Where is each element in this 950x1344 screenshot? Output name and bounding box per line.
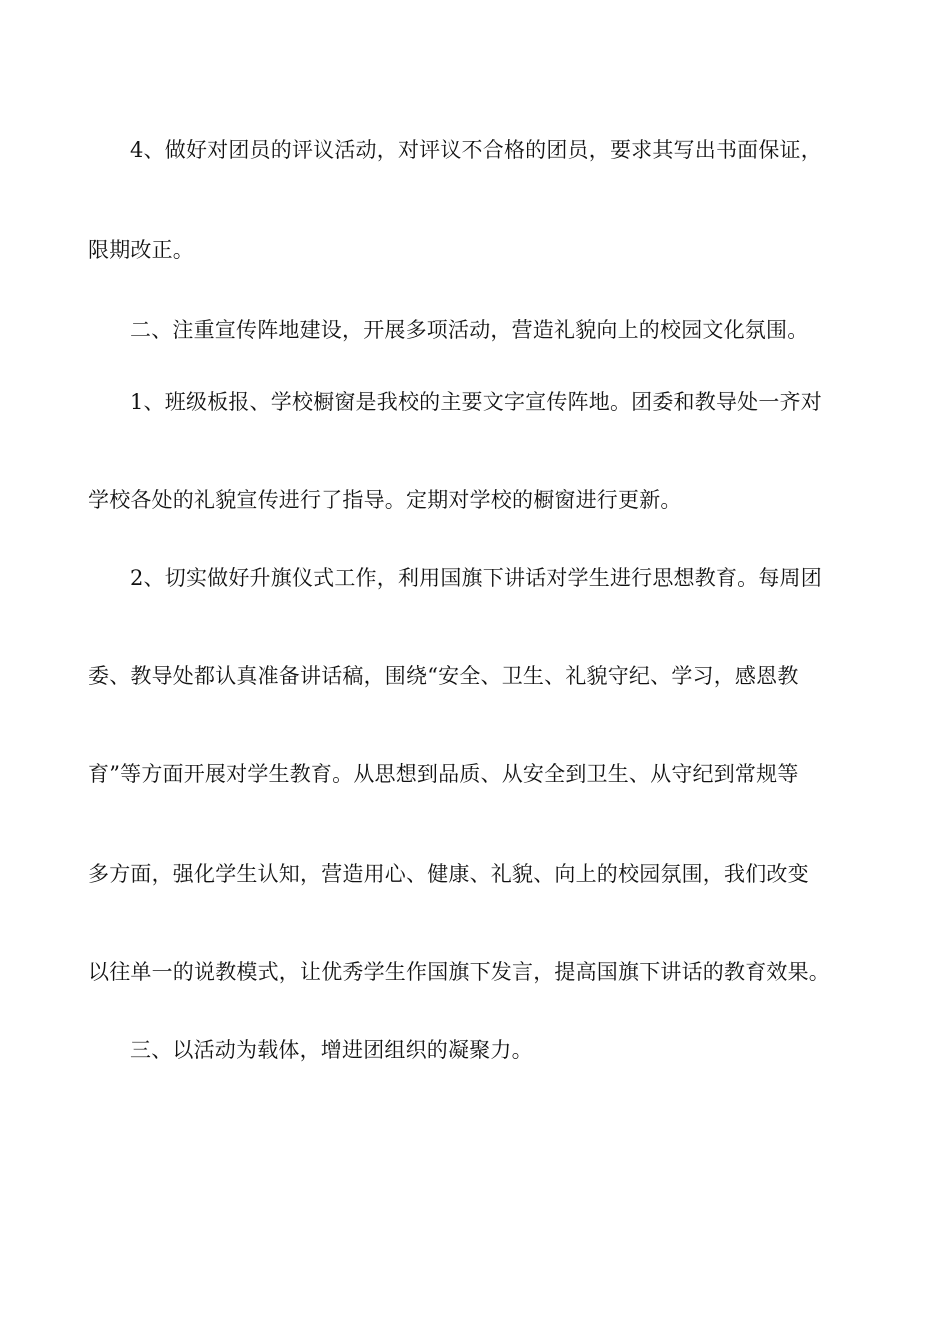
item-2-line-1: 2、切实做好升旗仪式工作，利用国旗下讲话对学生进行思想教育。每周团 [130,566,822,590]
item-1-line-2: 学校各处的礼貌宣传进行了指导。定期对学校的橱窗进行更新。 [88,488,682,512]
item-1-line-1: 1、班级板报、学校橱窗是我校的主要文字宣传阵地。团委和教导处一齐对 [130,390,822,414]
section-2-heading: 二、注重宣传阵地建设，开展多项活动，营造礼貌向上的校园文化氛围。 [130,318,809,342]
item-2-line-5: 以往单一的说教模式，让优秀学生作国旗下发言，提高国旗下讲话的教育效果。 [88,960,830,984]
section-3-heading: 三、以活动为载体，增进团组织的凝聚力。 [130,1038,533,1062]
item-2-line-4: 多方面，强化学生认知，营造用心、健康、礼貌、向上的校园氛围，我们改变 [88,862,809,886]
item-2-line-3: 育”等方面开展对学生教育。从思想到品质、从安全到卫生、从守纪到常规等 [88,762,799,786]
item-2-line-2: 委、教导处都认真准备讲话稿，围绕“安全、卫生、礼貌守纪、学习，感恩教 [88,664,799,688]
paragraph-4-line-1: 4、做好对团员的评议活动，对评议不合格的团员，要求其写出书面保证， [130,138,822,162]
paragraph-4-line-2: 限期改正。 [88,238,194,262]
